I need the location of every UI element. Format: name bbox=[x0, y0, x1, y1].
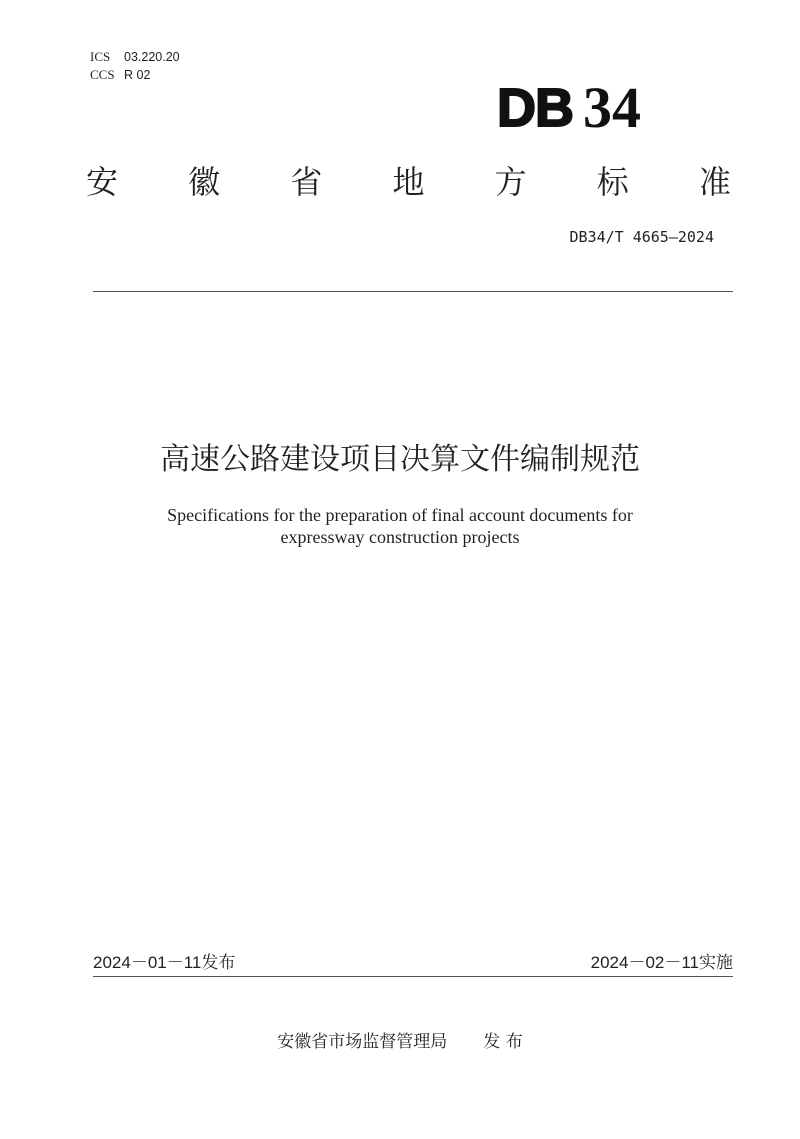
release-date: 2024－01－11发布 bbox=[93, 953, 236, 972]
ics-row bbox=[90, 48, 180, 66]
ics-value: 03.220.20 bbox=[124, 50, 180, 64]
document-title-en bbox=[0, 504, 800, 548]
document-title-cn: 高速公路建设项目决算文件编制规范 bbox=[160, 442, 640, 477]
title-en-line-1: Specifications for the preparation of final account documents for bbox=[167, 505, 633, 525]
standard-number: DB34/T 4665—2024 bbox=[569, 228, 714, 246]
standard-type-char: 方 bbox=[494, 163, 527, 201]
db34-logo bbox=[497, 75, 641, 140]
standard-type-char: 标 bbox=[596, 163, 629, 201]
ccs-label: CCS bbox=[90, 67, 115, 82]
ics-label: ICS bbox=[90, 49, 111, 64]
issuer-name: 安徽省市场监督管理局 bbox=[277, 1032, 448, 1052]
issuer-action: 发 布 bbox=[483, 1032, 523, 1052]
standard-type-char: 安 bbox=[86, 163, 119, 201]
standard-type-char: 地 bbox=[392, 163, 425, 201]
top-divider bbox=[93, 291, 733, 292]
title-en-line-2: expressway construction projects bbox=[280, 527, 520, 547]
bottom-divider bbox=[93, 976, 733, 977]
dates-row bbox=[93, 951, 733, 975]
ccs-row bbox=[90, 66, 180, 84]
standard-type-char: 徽 bbox=[188, 163, 221, 201]
classification-codes bbox=[90, 48, 180, 84]
standard-type-char: 准 bbox=[698, 163, 731, 201]
ccs-value: R 02 bbox=[124, 68, 151, 82]
effective-date: 2024－02－11实施 bbox=[590, 953, 733, 972]
logo-number: 34 bbox=[583, 75, 641, 140]
standard-type-heading bbox=[86, 160, 731, 204]
standard-type-char: 省 bbox=[290, 163, 323, 201]
logo-letters: DB bbox=[497, 78, 573, 138]
issuer-line bbox=[0, 1029, 800, 1055]
